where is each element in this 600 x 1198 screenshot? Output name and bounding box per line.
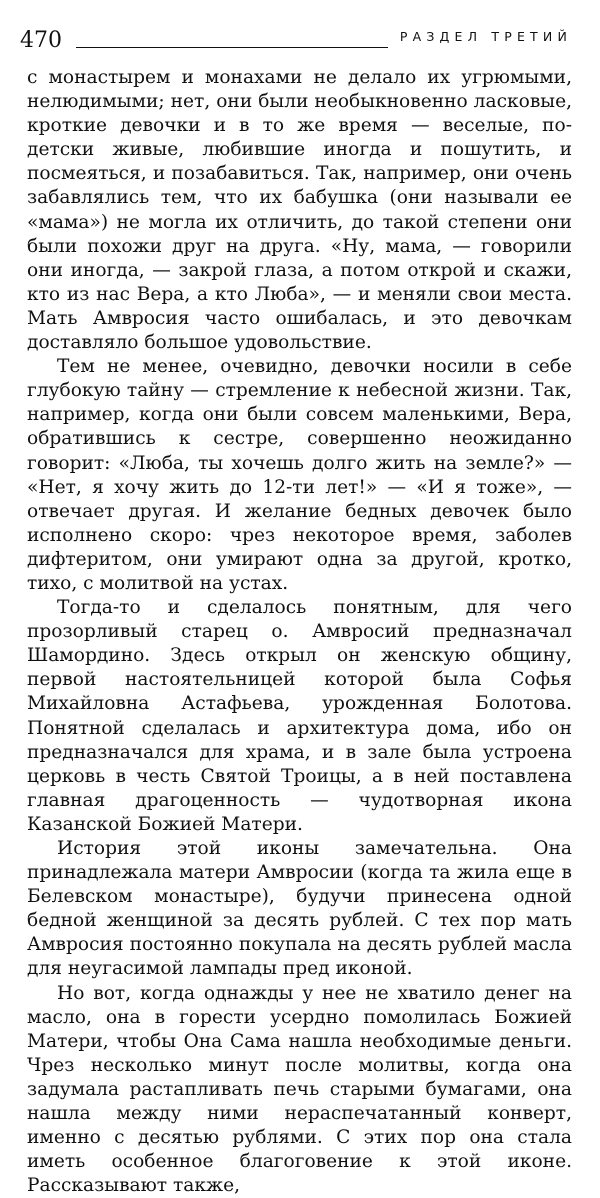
header-rule [76, 47, 388, 48]
paragraph: с монастырем и монахами не делало их угрюмыми, нелюдимыми; нет, они были необыкновенно ласковые, кроткие девочки и в то же время — веселые, по-детски живые, любившие иногда и пошутить, и посмеяться, и позабавиться. Так, например, они очень забавлялись тем, что их бабушка (они называли ее «мама») не могла их отличить, до такой степени они были похожи друг на друга. «Ну, мама, — говорили они иногда, — закрой глаза, а потом открой и скажи, кто из нас Вера, а кто Люба», — и меняли свои места. Мать Амвросия часто ошибалась, и это девочкам доставляло большое удовольствие. [27, 67, 572, 354]
running-header [20, 22, 572, 52]
paragraph: Тем не менее, очевидно, девочки носили в себе глубокую тайну — стремление к небесной жизни. Так, например, когда они были совсем маленькими, Вера, обратившись к сестре, совершенно неожиданно говорит: «Люба, ты хочешь долго жить на земле?» — «Нет, я хочу жить до 12-ти лет!» — «И я тоже», — отвечает другая. И желание бедных девочек было исполнено скоро: чрез некоторое время, заболев дифтеритом, они умирают одна за другой, кротко, тихо, с молитвой на устах. [27, 356, 572, 594]
page-number: 470 [20, 28, 62, 53]
section-title: РАЗДЕЛ ТРЕТИЙ [399, 29, 572, 44]
paragraph: Но вот, когда однажды у нее не хватило денег на масло, она в горести усердно помолилась Божией Матери, чтобы Она Сама нашла необходимые деньги. Чрез несколько минут после молитвы, когда она задумала растапливать печь старыми бумагами, она нашла между ними нераспечатанный конверт, именно с десятью рублями. С этих пор она стала иметь особенное благоговение к этой иконе. Рассказывают также, [27, 982, 572, 1197]
body-text [27, 66, 572, 1198]
paragraph: История этой иконы замечательна. Она принадлежала матери Амвросии (когда та жила еще в Белевском монастыре), будучи принесена одной бедной женщиной за десять рублей. С тех пор мать Амвросия постоянно покупала на десять рублей масла для неугасимой лампады пред иконой. [27, 838, 572, 980]
paragraph: Тогда-то и сделалось понятным, для чего прозорливый старец о. Амвросий предназначал Шамордино. Здесь открыл он женскую общину, первой настоятельницей которой была Софья Михайловна Астафьева, урожденная Болотова. Понятной сделалась и архитектура дома, ибо он предназначался для храма, и в зале была устроена церковь в честь Святой Троицы, а в ней поставлена главная драгоценность — чудотворная икона Казанской Божией Матери. [27, 597, 572, 835]
